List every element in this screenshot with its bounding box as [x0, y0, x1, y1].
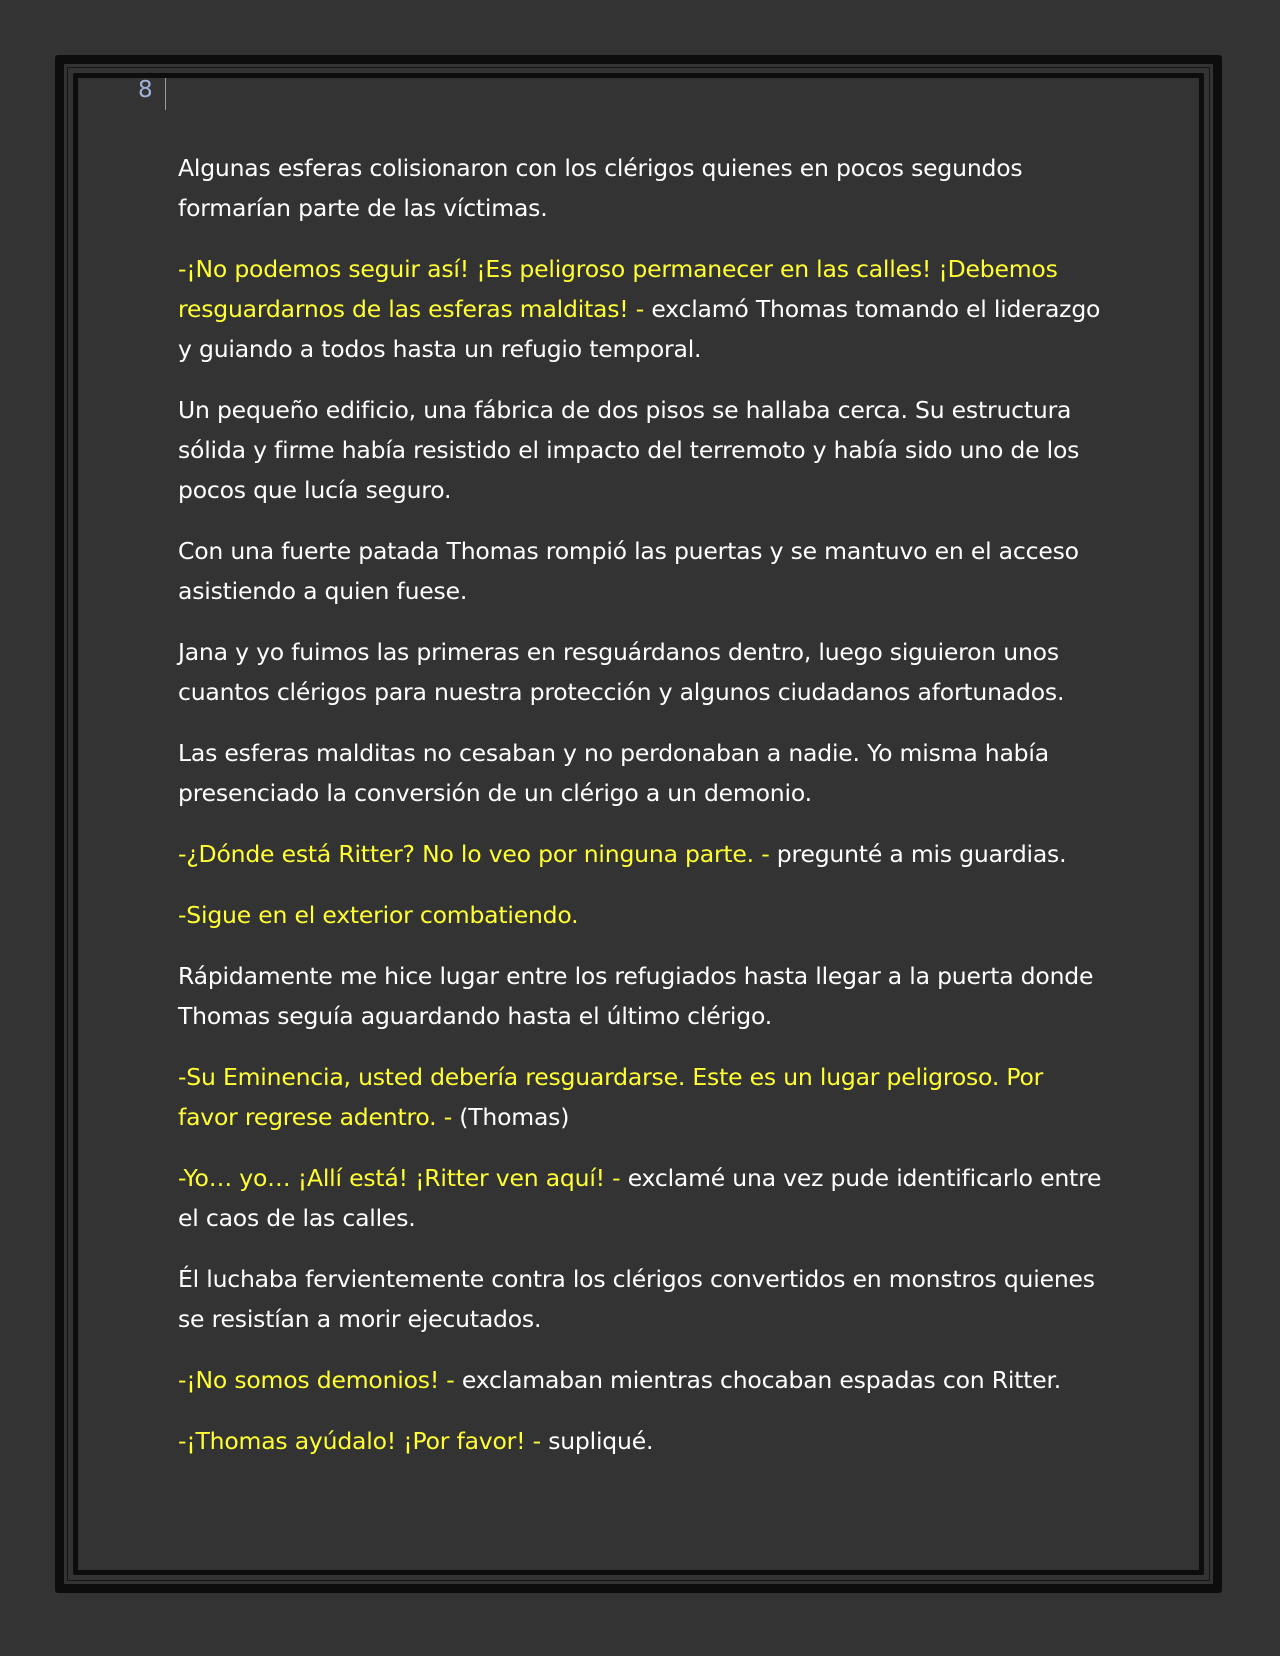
- narration-text: Algunas esferas colisionaron con los clérigos quienes en pocos segundos formarían parte de las víctimas.: [178, 154, 1023, 222]
- dialogue-text: -¡No podemos seguir así! ¡Es peligroso permanecer en las calles! ¡Debemos resguardarnos de las esferas malditas! -: [178, 255, 1058, 323]
- narration-text: exclamó Thomas tomando el liderazgo y guiando a todos hasta un refugio temporal.: [178, 295, 1101, 363]
- paragraph: [178, 895, 1108, 935]
- dialogue-text: -Su Eminencia, usted debería resguardarse. Este es un lugar peligroso. Por favor regrese adentro. -: [178, 1063, 1044, 1131]
- paragraph: [178, 249, 1108, 369]
- narration-text: Las esferas malditas no cesaban y no perdonaban a nadie. Yo misma había presenciado la conversión de un clérigo a un demonio.: [178, 739, 1049, 807]
- narration-text: exclamé una vez pude identificarlo entre el caos de las calles.: [178, 1164, 1102, 1232]
- paragraph: [178, 1421, 1108, 1461]
- narration-text: Él luchaba fervientemente contra los clérigos convertidos en monstros quienes se resistían a morir ejecutados.: [178, 1265, 1095, 1333]
- narration-text: pregunté a mis guardias.: [776, 840, 1067, 868]
- dialogue-text: -¡No somos demonios! -: [178, 1366, 462, 1394]
- paragraph: [178, 531, 1108, 611]
- paragraph: [178, 390, 1108, 510]
- narration-text: supliqué.: [548, 1427, 654, 1455]
- dialogue-text: -Sigue en el exterior combatiendo.: [178, 901, 579, 929]
- paragraph: [178, 1360, 1108, 1400]
- narration-text: Rápidamente me hice lugar entre los refugiados hasta llegar a la puerta donde Thomas seguía aguardando hasta el último clérigo.: [178, 962, 1094, 1030]
- dialogue-text: -¡Thomas ayúdalo! ¡Por favor! -: [178, 1427, 549, 1455]
- paragraph: [178, 834, 1108, 874]
- narration-text: Con una fuerte patada Thomas rompió las puertas y se mantuvo en el acceso asistiendo a quien fuese.: [178, 537, 1079, 605]
- paragraph: [178, 1259, 1108, 1339]
- paragraph: [178, 148, 1108, 228]
- dialogue-text: -¿Dónde está Ritter? No lo veo por ninguna parte. -: [178, 840, 777, 868]
- page-number-divider: [165, 78, 166, 110]
- narration-text: Jana y yo fuimos las primeras en resguárdanos dentro, luego siguieron unos cuantos clérigos para nuestra protección y algunos ciudadanos afortunados.: [178, 638, 1065, 706]
- narration-text: Un pequeño edificio, una fábrica de dos pisos se hallaba cerca. Su estructura sólida y firme había resistido el impacto del terremoto y había sido uno de los pocos que lucía seguro.: [178, 396, 1080, 504]
- dialogue-text: -Yo… yo… ¡Allí está! ¡Ritter ven aquí! -: [178, 1164, 628, 1192]
- paragraph: [178, 632, 1108, 712]
- narration-text: (Thomas): [459, 1103, 570, 1131]
- narration-text: exclamaban mientras chocaban espadas con Ritter.: [461, 1366, 1062, 1394]
- paragraph: [178, 1158, 1108, 1238]
- page-body: [178, 148, 1108, 1482]
- paragraph: [178, 1057, 1108, 1137]
- paragraph: [178, 956, 1108, 1036]
- page-number: 8: [138, 77, 153, 103]
- paragraph: [178, 733, 1108, 813]
